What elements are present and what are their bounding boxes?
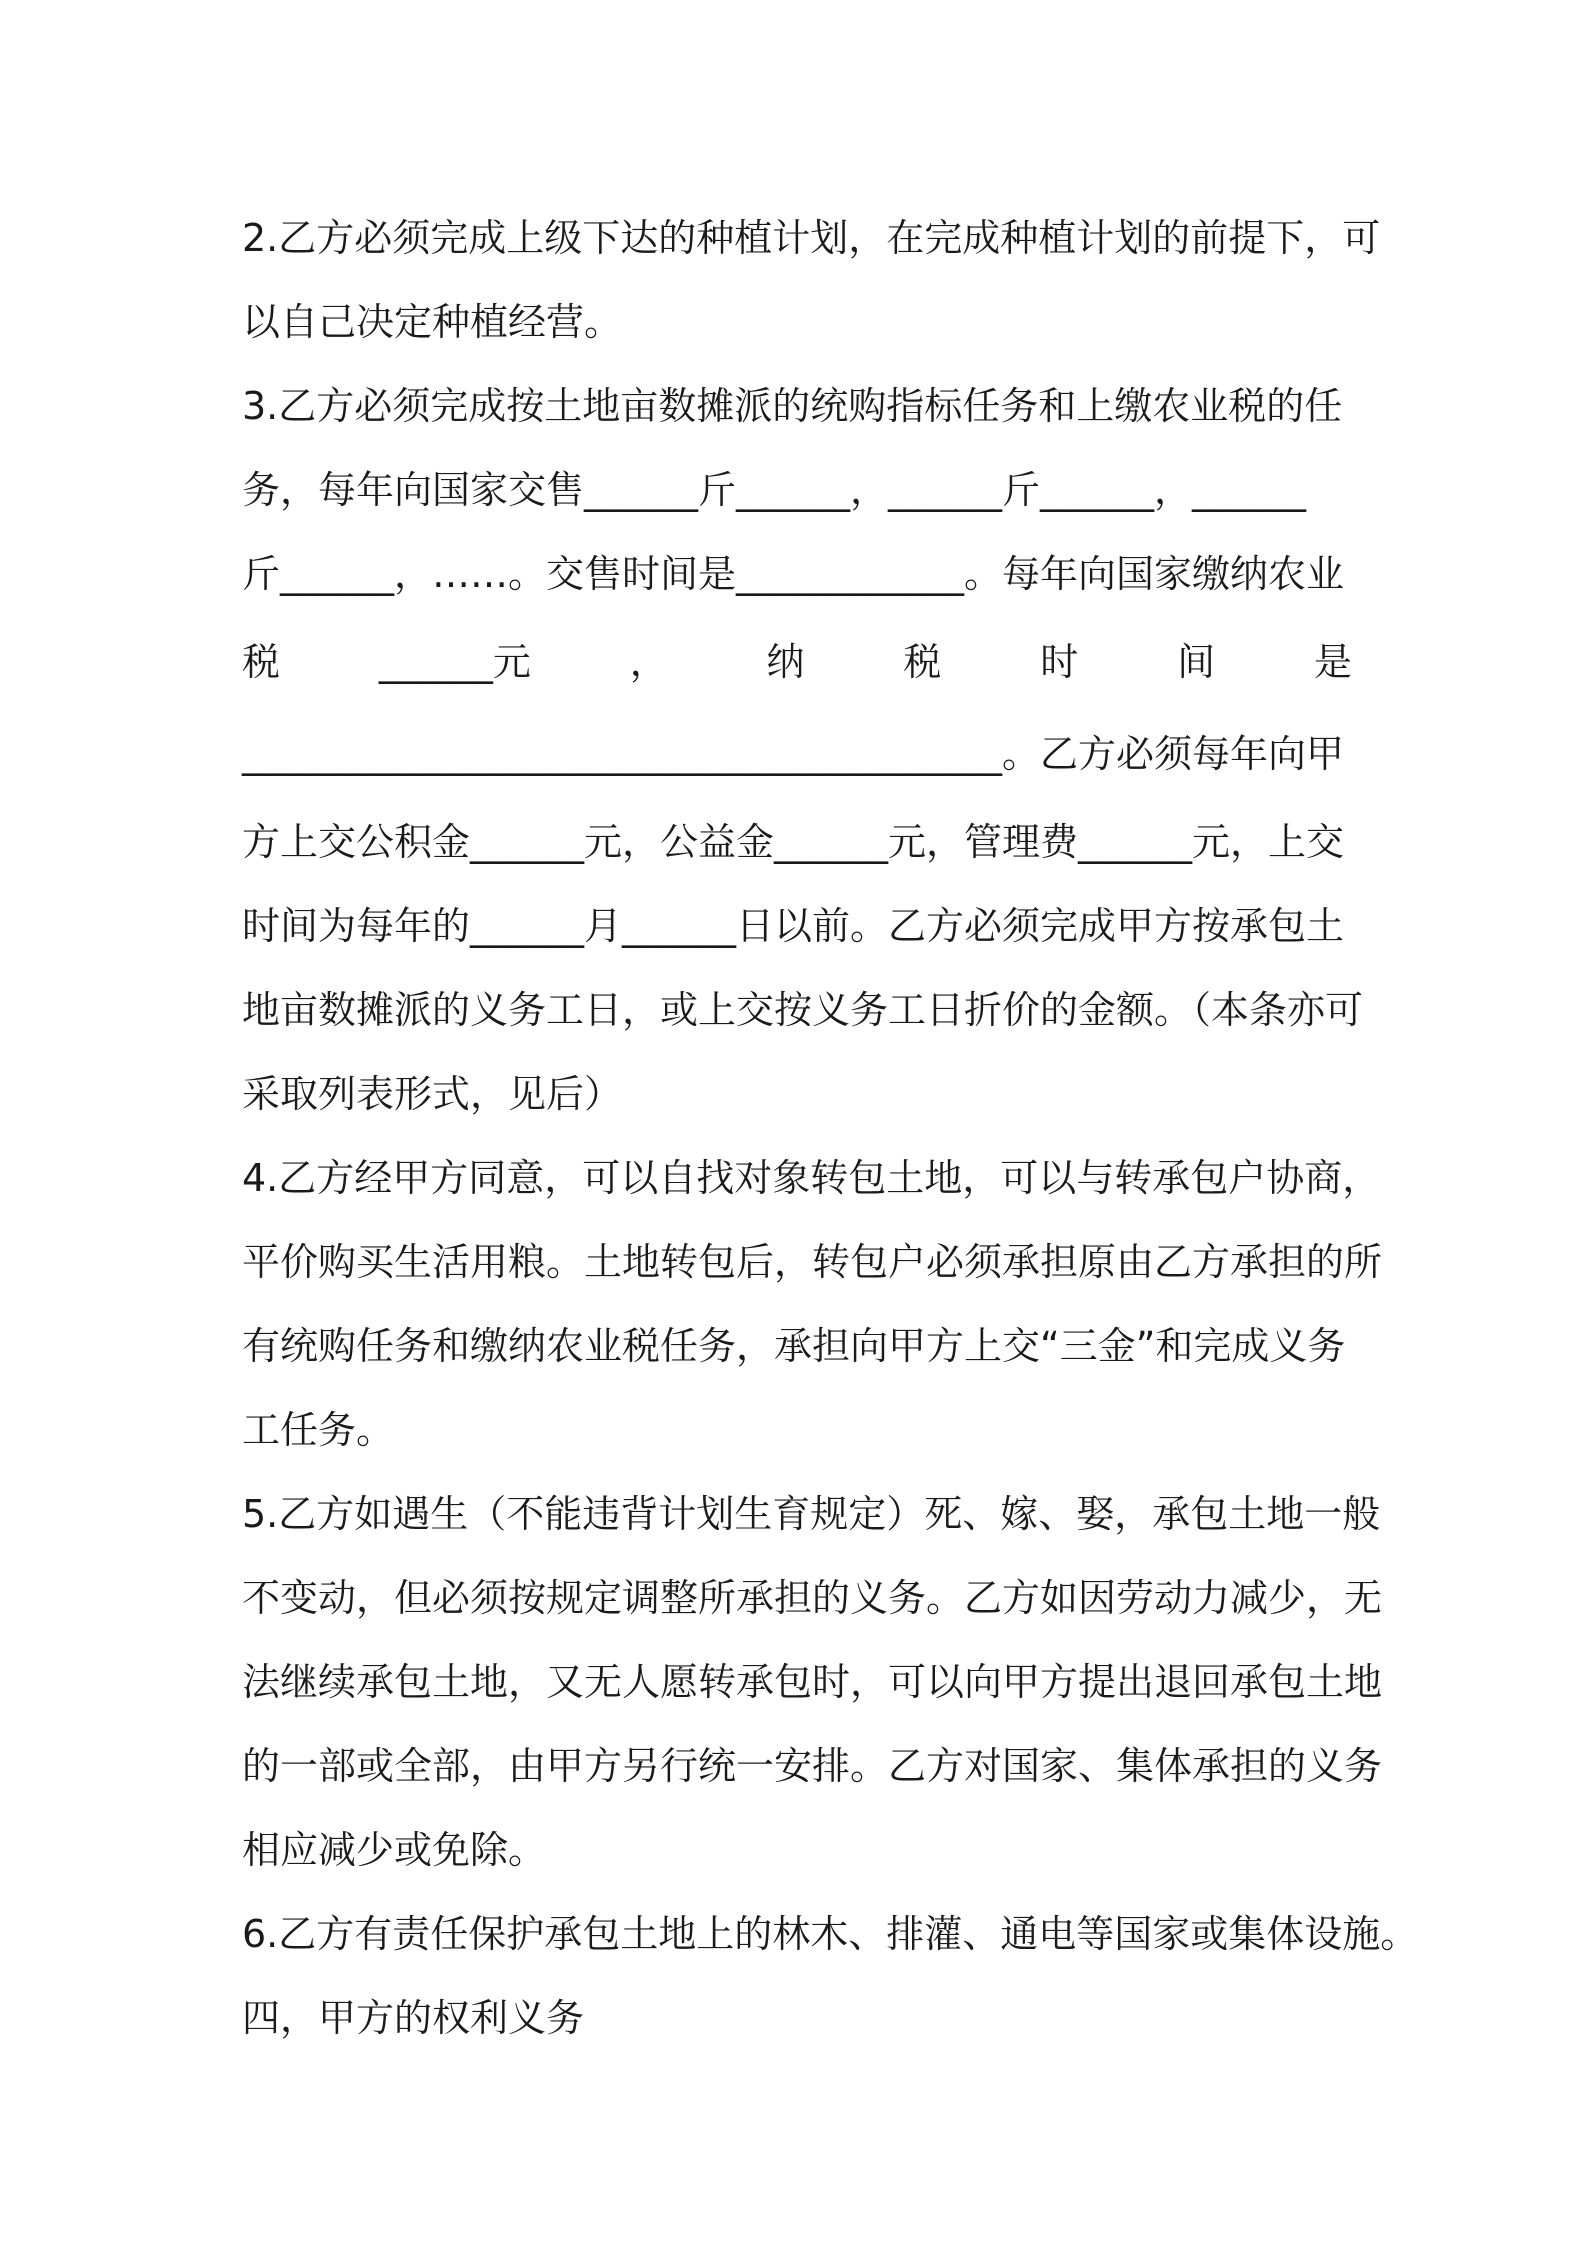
spread-word: ， xyxy=(629,640,668,684)
spread-word: 是 xyxy=(1313,640,1352,684)
text-line: 3.乙方必须完成按土地亩数摊派的统购指标任务和上缴农业税的任 xyxy=(242,384,1343,428)
text-line: 6.乙方有责任保护承包土地上的林木、排灌、通电等国家或集体设施。 xyxy=(242,1912,1419,1956)
text-line: 平价购买生活用粮。土地转包后，转包户必须承担原由乙方承担的所 xyxy=(242,1240,1383,1284)
spread-word: 税 xyxy=(242,640,281,684)
text-line: 方上交公积金______元，公益金______元，管理费______元，上交 xyxy=(242,820,1345,864)
text-line: 法继续承包土地，又无人愿转承包时，可以向甲方提出退回承包土地 xyxy=(242,1660,1383,1704)
text-line: 斤______，……。交售时间是____________。每年向国家缴纳农业 xyxy=(242,552,1345,596)
text-line: 以自己决定种植经营。 xyxy=(242,300,623,344)
text-line: 采取列表形式，见后） xyxy=(242,1072,623,1116)
spread-word: 间 xyxy=(1177,640,1216,684)
text-line: 5.乙方如遇生（不能违背计划生育规定）死、嫁、娶，承包土地一般 xyxy=(242,1492,1381,1536)
text-line: 4.乙方经甲方同意，可以自找对象转包土地，可以与转承包户协商， xyxy=(242,1156,1381,1200)
text-line: 相应减少或免除。 xyxy=(242,1828,547,1872)
text-line: 不变动，但必须按规定调整所承担的义务。乙方如因劳动力减少，无 xyxy=(242,1576,1383,1620)
spread-word: 税 xyxy=(903,640,942,684)
spread-text-line xyxy=(242,616,1352,708)
text-line: 时间为每年的______月______日以前。乙方必须完成甲方按承包土 xyxy=(242,904,1345,948)
text-line: ________________________________________。乙方必须每年向甲 xyxy=(242,732,1345,776)
spread-word: 时 xyxy=(1040,640,1079,684)
text-line: 地亩数摊派的义务工日，或上交按义务工日折价的金额。（本条亦可 xyxy=(242,988,1364,1032)
text-line: 务，每年向国家交售______斤______，______斤______，______ xyxy=(242,468,1307,512)
section-heading: 四，甲方的权利义务 xyxy=(242,1996,585,2040)
spread-word: 纳 xyxy=(766,640,805,684)
text-line: 有统购任务和缴纳农业税任务，承担向甲方上交“三金”和完成义务 xyxy=(242,1324,1346,1368)
text-line: 2.乙方必须完成上级下达的种植计划，在完成种植计划的前提下，可 xyxy=(242,216,1381,260)
spread-word: ______元 xyxy=(378,640,531,684)
contract-text xyxy=(242,196,1419,2060)
text-line: 的一部或全部，由甲方另行统一安排。乙方对国家、集体承担的义务 xyxy=(242,1744,1383,1788)
text-line: 工任务。 xyxy=(242,1408,395,1452)
